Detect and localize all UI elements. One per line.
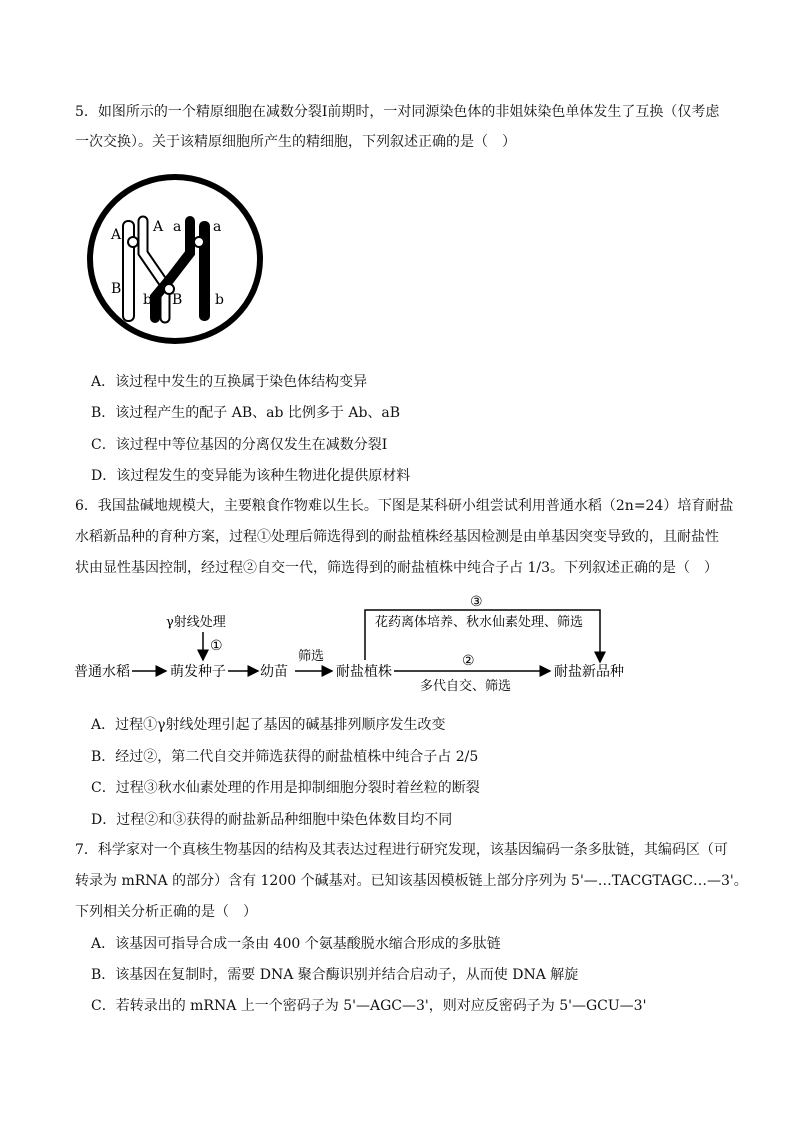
label-anther-culture: 花药离体培养、秋水仙素处理、筛选 [375,615,584,630]
q5-option-d: D．该过程发生的变异能为该种生物进化提供原材料 [91,468,411,484]
label-selfing-screening: 多代自交、筛选 [420,679,512,694]
q6-option-b: B．经过②，第二代自交并筛选获得的耐盐植株中纯合子占 2/5 [91,749,479,765]
node-seedling: 幼苗 [260,664,288,680]
q7-option-a: A．该基因可指导合成一条由 400 个氨基酸脱水缩合形成的多肽链 [91,936,501,952]
q7-stem-line2: 转录为 mRNA 的部分）含有 1200 个碱基对。已知该基因模板链上部分序列为 5'—…TACGTAGC…—3'。 [75,873,748,889]
q5-option-c: C．该过程中等位基因的分离仅发生在减数分裂Ⅰ [91,437,388,453]
chromosome-figure [85,173,265,345]
label-step1: ① [210,638,223,654]
q7-option-c: C．若转录出的 mRNA 上一个密码子为 5'—AGC—3'，则对应反密码子为 5'—GCU—3' [91,998,647,1014]
node-new-variety: 耐盐新品种 [554,664,624,680]
label-A2: A [153,219,164,235]
label-B1: B [111,281,122,297]
q7-option-b: B．该基因在复制时，需要 DNA 聚合酶识别并结合启动子，从而使 DNA 解旋 [91,967,579,983]
q5-option-b: B．该过程产生的配子 AB、ab 比例多于 Ab、aB [91,405,401,421]
q5-option-a: A．该过程中发生的互换属于染色体结构变异 [91,374,368,390]
chromatid-a-outline [123,221,134,321]
q6-option-d: D．过程②和③获得的耐盐新品种细胞中染色体数目均不同 [91,812,453,828]
breeding-flowchart [70,592,640,700]
centromere-left [128,237,138,247]
q6-option-a: A．过程①γ射线处理引起了基因的碱基排列顺序发生改变 [91,717,446,733]
node-salt-tolerant-plant: 耐盐植株 [336,664,392,680]
node-ordinary-rice: 普通水稻 [74,664,130,680]
label-a2: a [213,219,222,235]
q6-stem-line3: 状由显性基因控制，经过程②自交一代，筛选得到的耐盐植株中纯合子占 1/3。下列叙述正确的是（ ） [75,560,718,576]
label-A1: A [111,227,122,243]
label-screen: 筛选 [298,649,325,664]
q5-stem-line1: 5．如图所示的一个精原细胞在减数分裂Ⅰ前期时，一对同源染色体的非姐妹染色单体发生了互换（仅考虑 [75,104,720,120]
q7-stem-line1: 7．科学家对一个真核生物基因的结构及其表达过程进行研究发现，该基因编码一条多肽链，其编码区（可 [75,842,728,858]
centromere-right [194,237,204,247]
q5-stem-line2: 一次交换）。关于该精原细胞所产生的精细胞，下列叙述正确的是（ ） [75,134,516,150]
label-b1: b [143,292,152,308]
label-a1: a [173,219,182,235]
q6-stem-line1: 6．我国盐碱地规模大，主要粮食作物难以生长。下图是某科研小组尝试利用普通水稻（2n=24）培育耐盐 [75,498,734,514]
label-B2: B [172,292,183,308]
label-b2: b [215,292,224,308]
q7-stem-line3: 下列相关分析正确的是（ ） [75,904,257,920]
label-step2: ② [462,653,475,669]
label-step3: ③ [470,594,483,610]
q6-stem-line2: 水稻新品种的育种方案，过程①处理后筛选得到的耐盐植株经基因检测是由单基因突变导致的，且耐盐性 [75,529,719,545]
label-gamma-treatment: γ射线处理 [166,615,226,630]
node-germinating-seed: 萌发种子 [170,664,226,680]
chromatid-d [199,221,210,321]
q6-option-c: C．过程③秋水仙素处理的作用是抑制细胞分裂时着丝粒的断裂 [91,780,480,796]
